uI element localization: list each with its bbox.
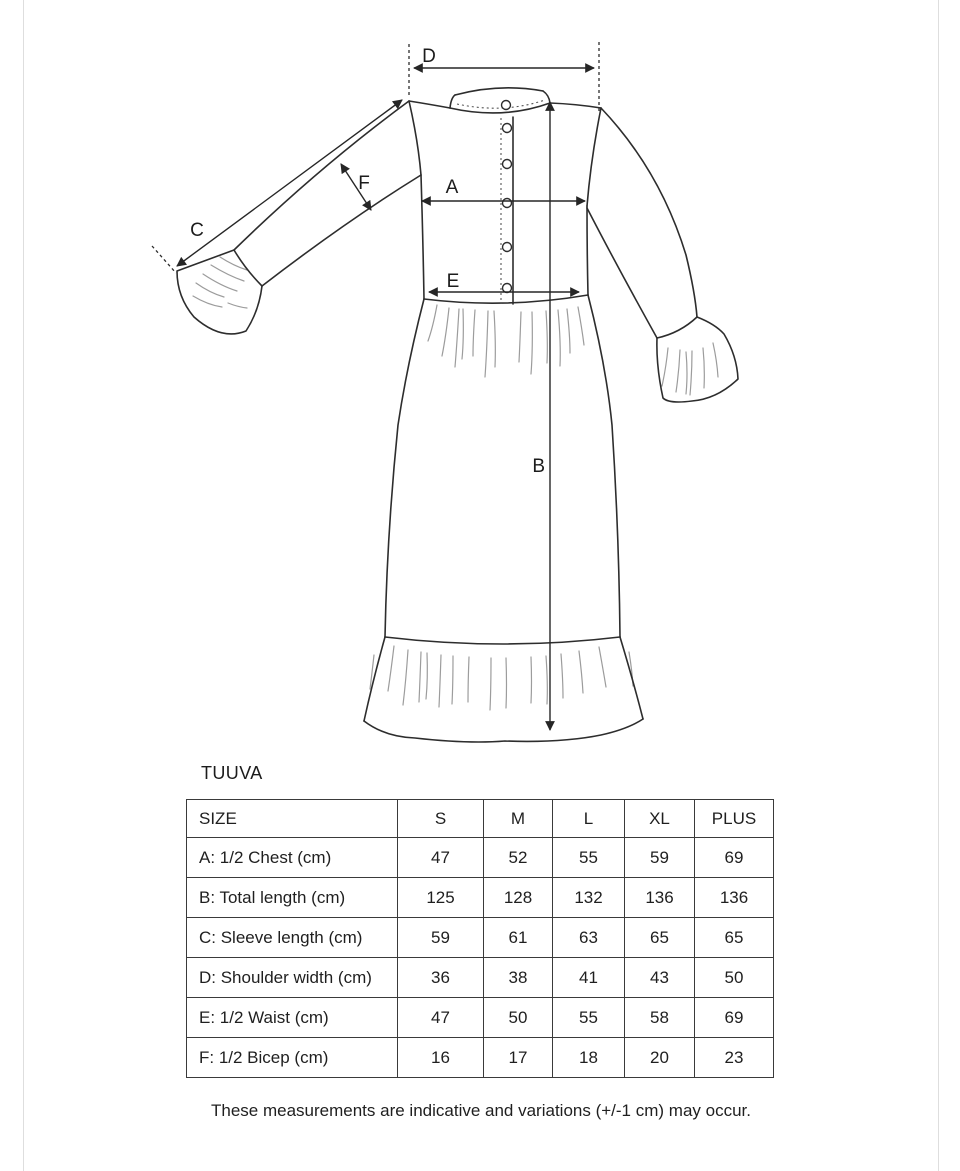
cell-value: 47	[398, 838, 484, 878]
cell-value: 43	[625, 958, 695, 998]
dimension-lines	[152, 42, 599, 730]
row-label: F: 1/2 Bicep (cm)	[187, 1038, 398, 1078]
row-label: D: Shoulder width (cm)	[187, 958, 398, 998]
cell-value: 61	[484, 918, 553, 958]
product-title: TUUVA	[201, 763, 263, 783]
row-label: E: 1/2 Waist (cm)	[187, 998, 398, 1038]
table-row-waist	[187, 998, 774, 1038]
cell-value: 55	[553, 838, 625, 878]
cell-value: 63	[553, 918, 625, 958]
cell-value: 59	[398, 918, 484, 958]
header-cell-l: L	[553, 800, 625, 838]
size-table	[186, 799, 774, 1078]
measure-label-e: E	[446, 271, 460, 292]
header-cell-m: M	[484, 800, 553, 838]
cell-value: 41	[553, 958, 625, 998]
table-row-total-length	[187, 878, 774, 918]
cell-value: 128	[484, 878, 553, 918]
table-row-sleeve-length	[187, 918, 774, 958]
gather-lines	[193, 257, 718, 710]
table-row-bicep	[187, 1038, 774, 1078]
cell-value: 47	[398, 998, 484, 1038]
measure-label-c: C	[190, 220, 204, 241]
cell-value: 38	[484, 958, 553, 998]
cell-value: 55	[553, 998, 625, 1038]
cell-value: 50	[484, 998, 553, 1038]
cell-value: 50	[695, 958, 774, 998]
row-label: C: Sleeve length (cm)	[187, 918, 398, 958]
table-row-shoulder-width	[187, 958, 774, 998]
cell-value: 18	[553, 1038, 625, 1078]
cell-value: 16	[398, 1038, 484, 1078]
cell-value: 65	[625, 918, 695, 958]
button-row	[502, 101, 512, 293]
table-row-chest	[187, 838, 774, 878]
header-cell-size: SIZE	[187, 800, 398, 838]
header-cell-plus: PLUS	[695, 800, 774, 838]
cell-value: 69	[695, 838, 774, 878]
cell-value: 136	[695, 878, 774, 918]
cell-value: 58	[625, 998, 695, 1038]
header-cell-xl: XL	[625, 800, 695, 838]
cell-value: 17	[484, 1038, 553, 1078]
row-label: B: Total length (cm)	[187, 878, 398, 918]
cell-value: 20	[625, 1038, 695, 1078]
header-cell-s: S	[398, 800, 484, 838]
measure-label-b: B	[532, 456, 545, 477]
disclaimer-note: These measurements are indicative and variations (+/-1 cm) may occur.	[211, 1101, 751, 1120]
cell-value: 132	[553, 878, 625, 918]
row-label: A: 1/2 Chest (cm)	[187, 838, 398, 878]
cell-value: 36	[398, 958, 484, 998]
cell-value: 65	[695, 918, 774, 958]
cell-value: 69	[695, 998, 774, 1038]
measure-label-d: D	[422, 46, 436, 67]
measure-label-f: F	[358, 173, 370, 194]
size-table-header-row	[187, 800, 774, 838]
cell-value: 52	[484, 838, 553, 878]
measure-label-a: A	[445, 177, 459, 198]
cell-value: 23	[695, 1038, 774, 1078]
stitch-lines	[457, 100, 545, 304]
cell-value: 136	[625, 878, 695, 918]
cell-value: 59	[625, 838, 695, 878]
cell-value: 125	[398, 878, 484, 918]
